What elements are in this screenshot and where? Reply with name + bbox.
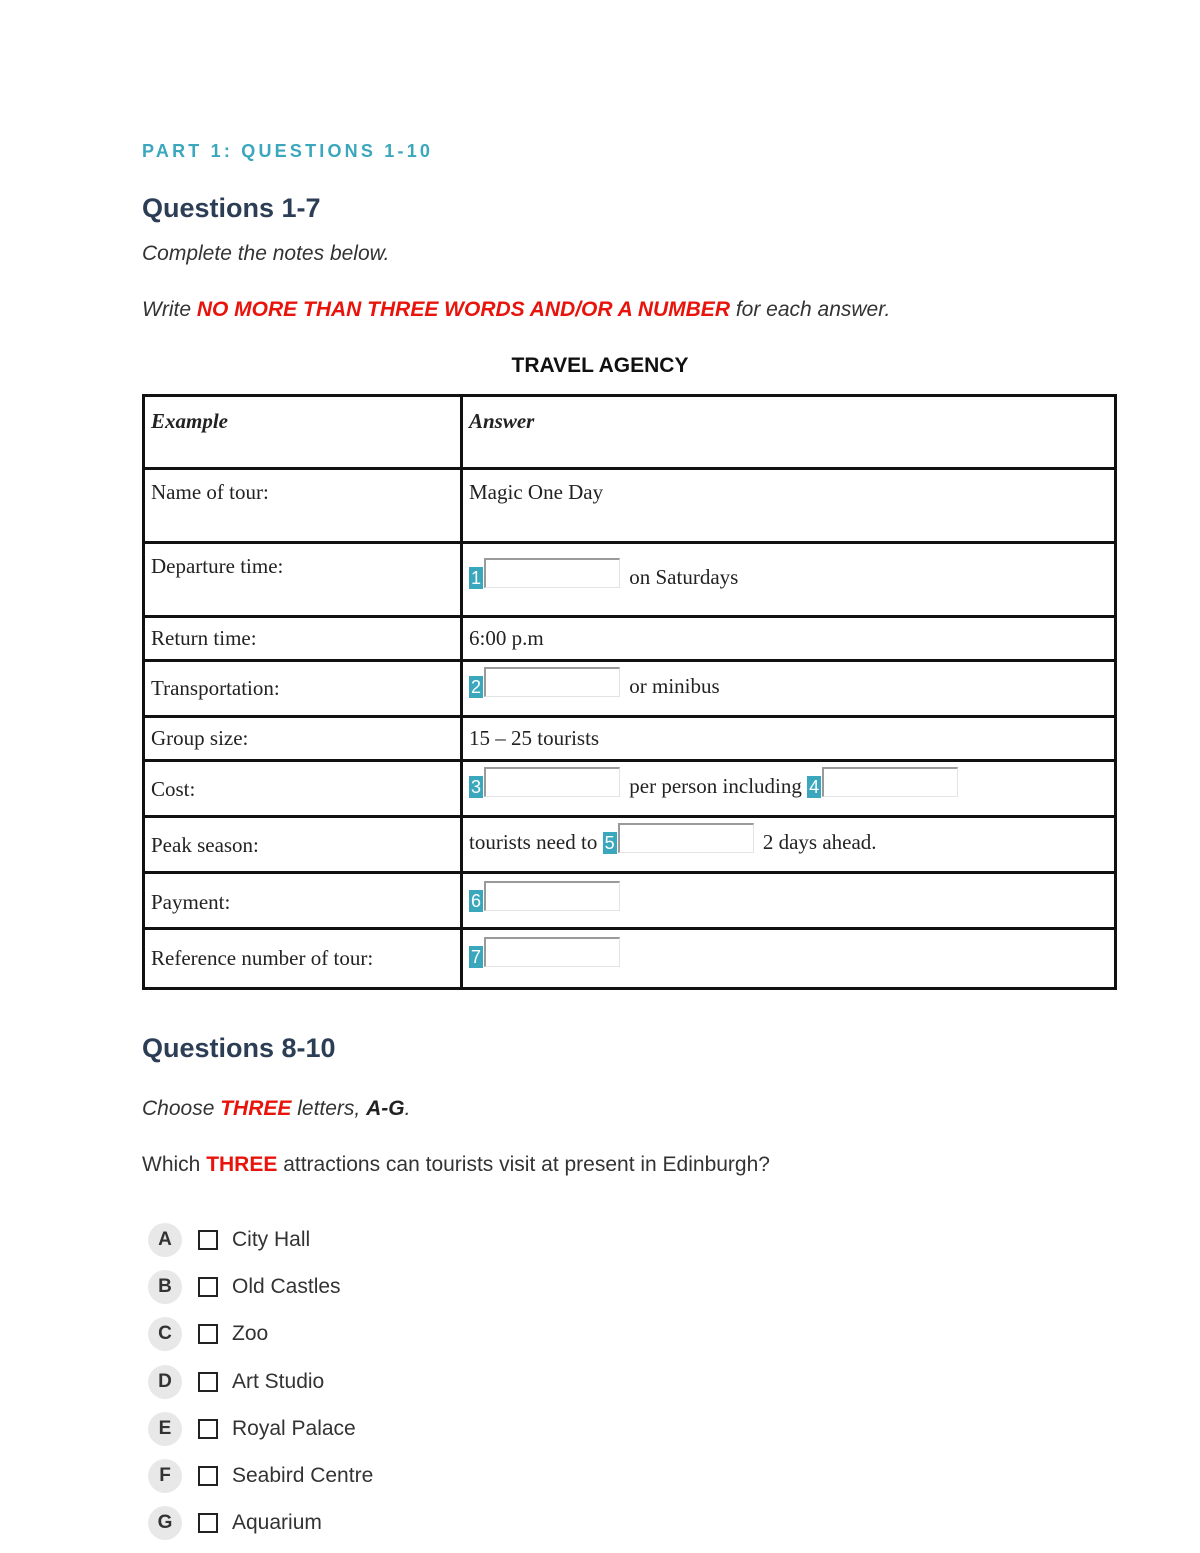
limit-prefix: Write bbox=[142, 298, 197, 321]
option-letter: E bbox=[148, 1412, 182, 1446]
choose-range: A-G bbox=[366, 1097, 405, 1120]
option-label: Aquarium bbox=[232, 1511, 322, 1535]
row-label: Payment: bbox=[145, 874, 463, 930]
row-text: on Saturdays bbox=[629, 565, 739, 589]
option-c[interactable] bbox=[148, 1311, 373, 1358]
row-text: per person including bbox=[629, 774, 802, 798]
answer-input-6[interactable] bbox=[484, 881, 620, 911]
table-row bbox=[145, 544, 1114, 618]
limit-emphasis: NO MORE THAN THREE WORDS AND/OR A NUMBER bbox=[196, 298, 730, 321]
checkbox[interactable] bbox=[198, 1466, 218, 1486]
option-label: Seabird Centre bbox=[232, 1464, 374, 1488]
part-title: PART 1: QUESTIONS 1-10 bbox=[142, 141, 434, 161]
question-suffix: attractions can tourists visit at present in Edinburgh? bbox=[277, 1153, 770, 1176]
question-prefix: Which bbox=[142, 1153, 207, 1176]
choose-emphasis: THREE bbox=[220, 1097, 292, 1120]
row-text: or minibus bbox=[629, 674, 720, 698]
option-b[interactable] bbox=[148, 1263, 373, 1310]
option-label: City Hall bbox=[232, 1227, 311, 1251]
row-label: Transportation: bbox=[145, 662, 463, 718]
row-value bbox=[463, 762, 1114, 818]
row-label: Group size: bbox=[145, 718, 463, 762]
answer-input-7[interactable] bbox=[484, 937, 620, 967]
limit-suffix: for each answer. bbox=[729, 298, 891, 321]
table-row bbox=[145, 662, 1114, 718]
question-emphasis: THREE bbox=[206, 1153, 278, 1176]
choose-suffix: . bbox=[404, 1097, 411, 1120]
table-row-header bbox=[145, 397, 1114, 470]
option-e[interactable] bbox=[148, 1405, 373, 1452]
checkbox[interactable] bbox=[198, 1372, 218, 1392]
row-label: Peak season: bbox=[145, 818, 463, 874]
row-label: Cost: bbox=[145, 762, 463, 818]
option-letter: C bbox=[148, 1317, 182, 1351]
checkbox[interactable] bbox=[198, 1277, 218, 1297]
table-row bbox=[145, 818, 1114, 874]
choose-middle: letters, bbox=[291, 1097, 367, 1120]
option-letter: F bbox=[148, 1459, 182, 1493]
answer-input-3[interactable] bbox=[484, 767, 620, 797]
row-value: Magic One Day bbox=[463, 470, 1114, 544]
option-letter: A bbox=[148, 1223, 182, 1257]
question-number-3: 3 bbox=[470, 777, 481, 797]
instruction-complete-notes: Complete the notes below. bbox=[142, 242, 390, 265]
table-title: TRAVEL AGENCY bbox=[511, 354, 689, 377]
table-row bbox=[145, 930, 1114, 987]
question-number-7: 7 bbox=[470, 947, 481, 967]
answer-input-4[interactable] bbox=[822, 767, 958, 797]
table-row bbox=[145, 762, 1114, 818]
checkbox[interactable] bbox=[198, 1419, 218, 1439]
row-label: Name of tour: bbox=[145, 470, 463, 544]
row-value bbox=[463, 544, 1114, 618]
question-number-6: 6 bbox=[470, 891, 481, 911]
answer-input-2[interactable] bbox=[484, 667, 620, 697]
checkbox[interactable] bbox=[198, 1513, 218, 1533]
option-label: Royal Palace bbox=[232, 1416, 356, 1440]
row-text: 2 days ahead. bbox=[762, 830, 877, 854]
questions-1-7-heading: Questions 1-7 bbox=[142, 193, 321, 223]
option-label: Old Castles bbox=[232, 1274, 341, 1298]
row-label: Departure time: bbox=[145, 544, 463, 618]
table-row bbox=[145, 718, 1114, 762]
header-example: Example bbox=[145, 397, 463, 470]
row-value bbox=[463, 662, 1114, 718]
option-a[interactable] bbox=[148, 1216, 373, 1263]
row-text: tourists need to bbox=[469, 830, 598, 854]
row-label: Return time: bbox=[145, 618, 463, 662]
option-f[interactable] bbox=[148, 1452, 373, 1499]
question-number-4: 4 bbox=[809, 777, 820, 797]
answer-input-5[interactable] bbox=[618, 823, 754, 853]
checkbox[interactable] bbox=[198, 1230, 218, 1250]
options-list bbox=[148, 1216, 373, 1547]
header-answer: Answer bbox=[463, 397, 1114, 470]
table-row bbox=[145, 470, 1114, 544]
choose-prefix: Choose bbox=[142, 1097, 221, 1120]
row-value: 15 – 25 tourists bbox=[463, 718, 1114, 762]
question-number-5: 5 bbox=[604, 833, 615, 853]
notes-table bbox=[142, 394, 1117, 990]
option-g[interactable] bbox=[148, 1500, 373, 1547]
row-value bbox=[463, 930, 1114, 987]
option-label: Zoo bbox=[232, 1322, 269, 1346]
row-value: 6:00 p.m bbox=[463, 618, 1114, 662]
questions-8-10-heading: Questions 8-10 bbox=[142, 1033, 336, 1063]
instruction-choose-letters bbox=[142, 1097, 410, 1121]
question-number-1: 1 bbox=[470, 568, 481, 588]
question-number-2: 2 bbox=[470, 677, 481, 697]
checkbox[interactable] bbox=[198, 1324, 218, 1344]
option-d[interactable] bbox=[148, 1358, 373, 1405]
table-row bbox=[145, 874, 1114, 930]
row-label: Reference number of tour: bbox=[145, 930, 463, 987]
question-text bbox=[142, 1153, 770, 1177]
instruction-word-limit bbox=[142, 298, 890, 322]
answer-input-1[interactable] bbox=[484, 558, 620, 588]
table-row bbox=[145, 618, 1114, 662]
option-letter: G bbox=[148, 1506, 182, 1540]
option-letter: B bbox=[148, 1270, 182, 1304]
option-letter: D bbox=[148, 1365, 182, 1399]
row-value bbox=[463, 818, 1114, 874]
option-label: Art Studio bbox=[232, 1369, 325, 1393]
row-value bbox=[463, 874, 1114, 930]
